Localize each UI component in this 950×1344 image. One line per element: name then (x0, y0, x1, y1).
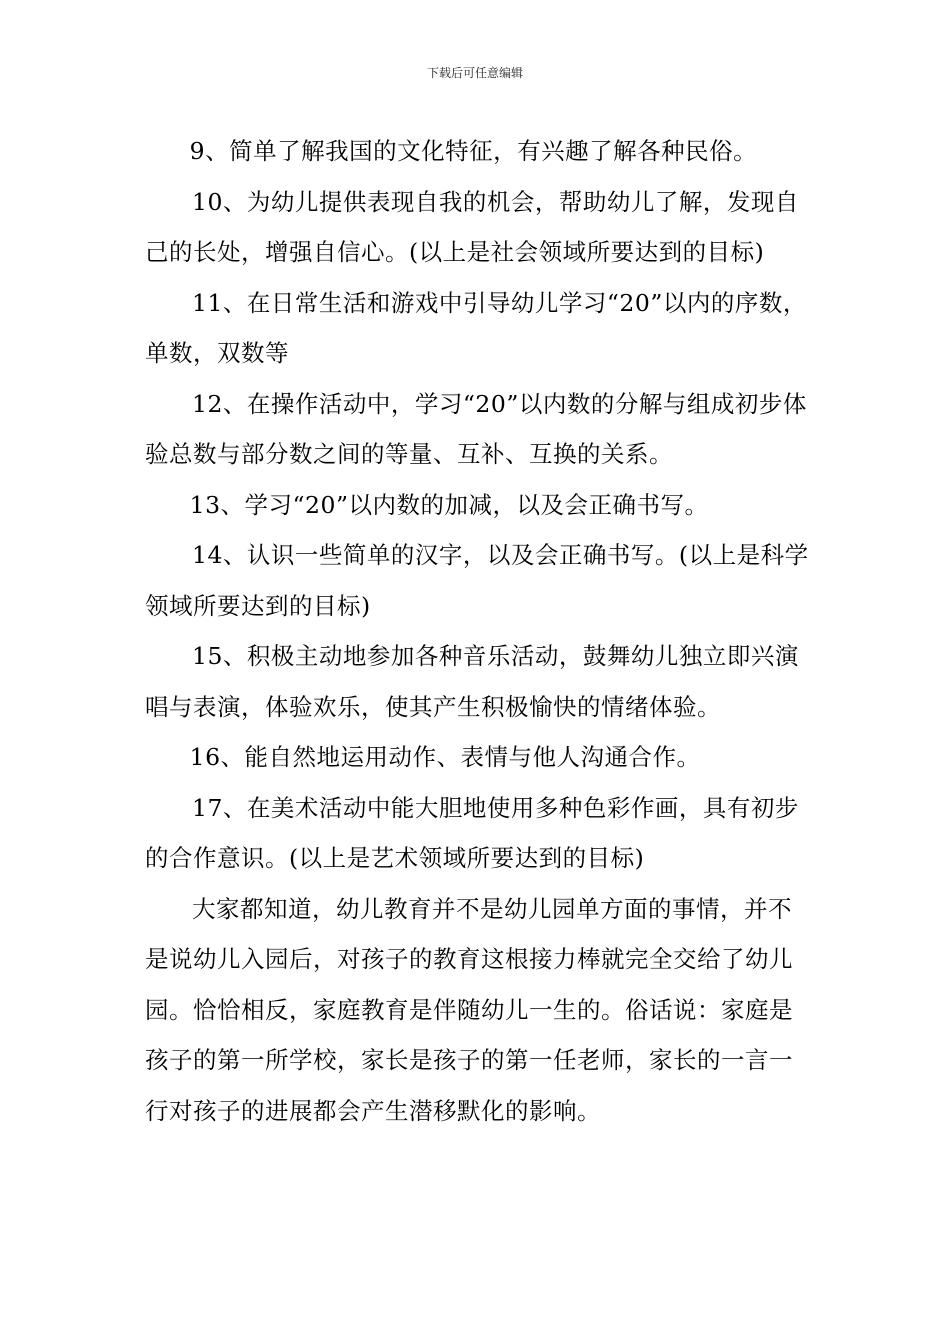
paragraph-item-9: 9、简单了解我国的文化特征，有兴趣了解各种民俗。 (189, 137, 758, 165)
page-header-note: 下载后可任意编辑 (426, 66, 523, 80)
paragraph-item-10: 10、为幼儿提供表现自我的机会，帮助幼儿了解，发现自己的长处，增强自信心。(以上是社会领域所要达到的目标) (145, 187, 799, 266)
paragraph-item-15: 15、积极主动地参加各种音乐活动，鼓舞幼儿独立即兴演唱与表演，体验欢乐，使其产生积极愉快的情绪体验。 (145, 642, 799, 721)
paragraph-item-17: 17、在美术活动中能大胆地使用多种色彩作画，具有初步的合作意识。(以上是艺术领域所要达到的目标) (145, 793, 799, 872)
paragraph-family-education: 大家都知道，幼儿教育并不是幼儿园单方面的事情，并不是说幼儿入园后，对孩子的教育这根接力棒就完全交给了幼儿园。恰恰相反，家庭教育是伴随幼儿一生的。俗话说：家庭是孩子的第一所学校，家长是孩子的第一任老师，家长的一言一行对孩子的进展都会产生潜移默化的影响。 (145, 894, 793, 1125)
paragraph-item-14: 14、认识一些简单的汉字，以及会正确书写。(以上是科学领域所要达到的目标) (145, 541, 809, 620)
paragraph-item-12: 12、在操作活动中，学习“20”以内数的分解与组成初步体验总数与部分数之间的等量、互补、互换的关系。 (145, 389, 807, 468)
paragraph-item-11: 11、在日常生活和游戏中引导幼儿学习“20”以内的序数，单数，双数等 (145, 288, 807, 367)
paragraph-item-13: 13、学习“20”以内数的加减，以及会正确书写。 (189, 490, 709, 519)
document-body (145, 126, 810, 1136)
paragraph-item-16: 16、能自然地运用动作、表情与他人沟通合作。 (189, 743, 701, 771)
